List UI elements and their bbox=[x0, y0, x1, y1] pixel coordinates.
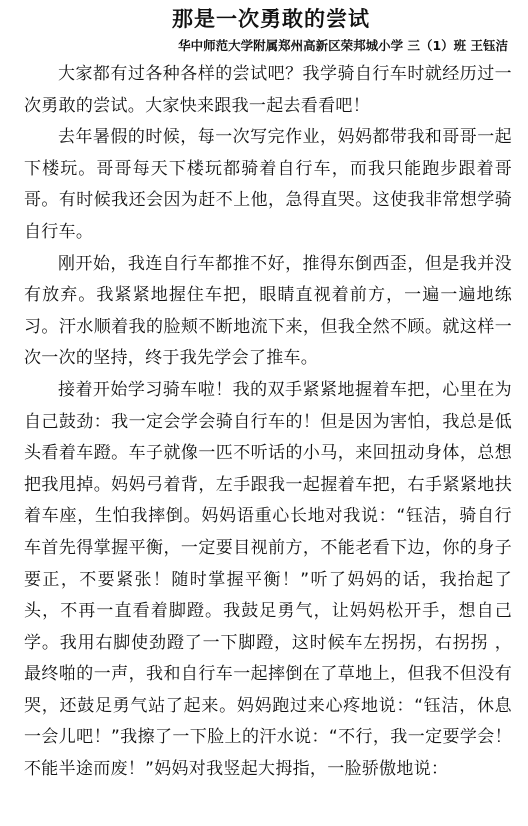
paragraph: 接着开始学习骑车啦！我的双手紧紧地握着车把，心里在为自己鼓劲：我一定会学会骑自行车的！但是因为害怕，我总是低头看着车蹬。车子就像一匹不听话的小马，来回扭动身体，总想把我甩掉。妈妈弓着背，左手跟我一起握着车把，右手紧紧地扶着车座，生怕我摔倒。妈妈语重心长地对我说：“钰洁，骑自行车首先得掌握平衡，一定要目视前方，不能老看下边，你的身子要正，不要紧张！随时掌握平衡！”听了妈妈的话，我抬起了头，不再一直看着脚蹬。我鼓足勇气，让妈妈松开手，想自己学。我用右脚使劲蹬了一下脚蹬，这时候车左拐拐，右拐拐 ，最终啪的一声，我和自行车一起摔倒在了草地上，但我不但没有哭，还鼓足勇气站了起来。妈妈跑过来心疼地说：“钰洁，休息一会儿吧！”我擦了一下脸上的汗水说：“不行，我一定要学会！不能半途而废！”妈妈对我竖起大拇指，一脸骄傲地说： bbox=[24, 379, 512, 780]
paragraph: 刚开始，我连自行车都推不好，推得东倒西歪，但是我并没有放弃。我紧紧地握住车把，眼睛直视着前方，一遍一遍地练习。汗水顺着我的脸颊不断地流下来，但我全然不顾。就这样一次一次的坚持，终于我先学会了推车。 bbox=[24, 253, 512, 369]
paragraph: 大家都有过各种各样的尝试吧？我学骑自行车时就经历过一次勇敢的尝试。大家快来跟我一起去看看吧！ bbox=[24, 64, 512, 116]
article-body bbox=[24, 59, 512, 786]
paragraph: 去年暑假的时候，每一次写完作业，妈妈都带我和哥哥一起下楼玩。哥哥每天下楼玩都骑着自行车，而我只能跑步跟着哥哥。有时候我还会因为赶不上他，急得直哭。这使我非常想学骑自行车。 bbox=[24, 127, 512, 242]
author-line: 华中师范大学附属郑州高新区荣邦城小学 三（1）班 王钰洁 bbox=[178, 38, 508, 53]
page-title: 那是一次勇敢的尝试 bbox=[172, 7, 370, 31]
